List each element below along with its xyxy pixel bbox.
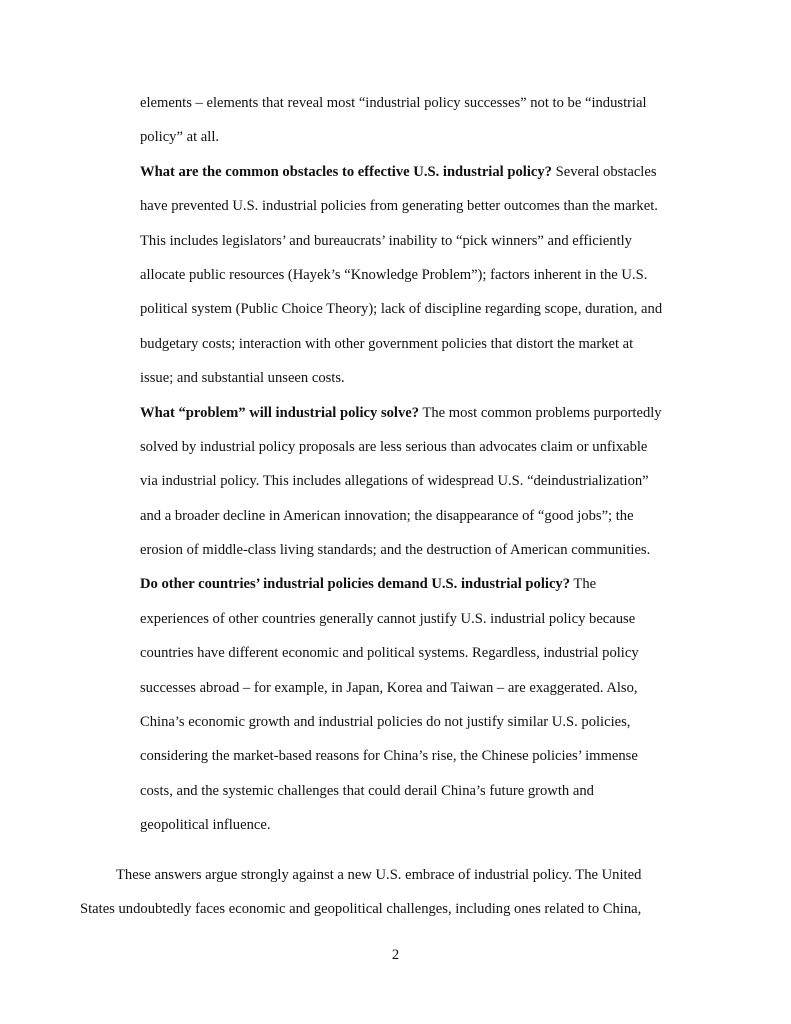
body-line: States undoubtedly faces economic and geopolitical challenges, including ones related to China,	[80, 901, 642, 917]
body-line: solved by industrial policy proposals are less serious than advocates claim or unfixable	[140, 439, 648, 455]
section-heading: What are the common obstacles to effective U.S. industrial policy?	[140, 164, 552, 180]
body-line: geopolitical influence.	[140, 817, 271, 833]
body-line: budgetary costs; interaction with other government policies that distort the market at	[140, 336, 634, 352]
body-line: experiences of other countries generally cannot justify U.S. industrial policy because	[140, 611, 636, 627]
body-line: countries have different economic and political systems. Regardless, industrial policy	[140, 645, 639, 661]
body-line: political system (Public Choice Theory); lack of discipline regarding scope, duration, and	[140, 301, 663, 317]
section-first-line	[140, 575, 596, 593]
body-line: allocate public resources (Hayek’s “Knowledge Problem”); factors inherent in the U.S.	[140, 267, 648, 283]
body-line: China’s economic growth and industrial policies do not justify similar U.S. policies,	[140, 714, 631, 730]
section-heading: Do other countries’ industrial policies demand U.S. industrial policy?	[140, 576, 571, 592]
body-line: elements – elements that reveal most “industrial policy successes” not to be “industrial	[140, 95, 647, 111]
section-first-line	[140, 163, 657, 181]
body-text: The	[573, 576, 597, 592]
body-line: costs, and the systemic challenges that could derail China’s future growth and	[140, 783, 594, 799]
body-line: policy” at all.	[140, 129, 220, 145]
page-number: 2	[391, 947, 400, 963]
body-line: issue; and substantial unseen costs.	[140, 370, 345, 386]
body-line: via industrial policy. This includes allegations of widespread U.S. “deindustrialization”	[140, 473, 649, 489]
section-heading: What “problem” will industrial policy solve?	[140, 405, 420, 421]
body-line: considering the market-based reasons for China’s rise, the Chinese policies’ immense	[140, 748, 638, 764]
body-line: These answers argue strongly against a new U.S. embrace of industrial policy. The United	[116, 867, 642, 883]
body-text: Several obstacles	[555, 164, 657, 180]
body-line: and a broader decline in American innovation; the disappearance of “good jobs”; the	[140, 508, 634, 524]
body-line: successes abroad – for example, in Japan, Korea and Taiwan – are exaggerated. Also,	[140, 680, 638, 696]
body-text: The most common problems purportedly	[422, 405, 662, 421]
section-first-line	[140, 404, 662, 422]
body-line: have prevented U.S. industrial policies from generating better outcomes than the market.	[140, 198, 658, 214]
body-line: This includes legislators’ and bureaucrats’ inability to “pick winners” and efficiently	[140, 233, 632, 249]
body-line: erosion of middle-class living standards; and the destruction of American communities.	[140, 542, 651, 558]
